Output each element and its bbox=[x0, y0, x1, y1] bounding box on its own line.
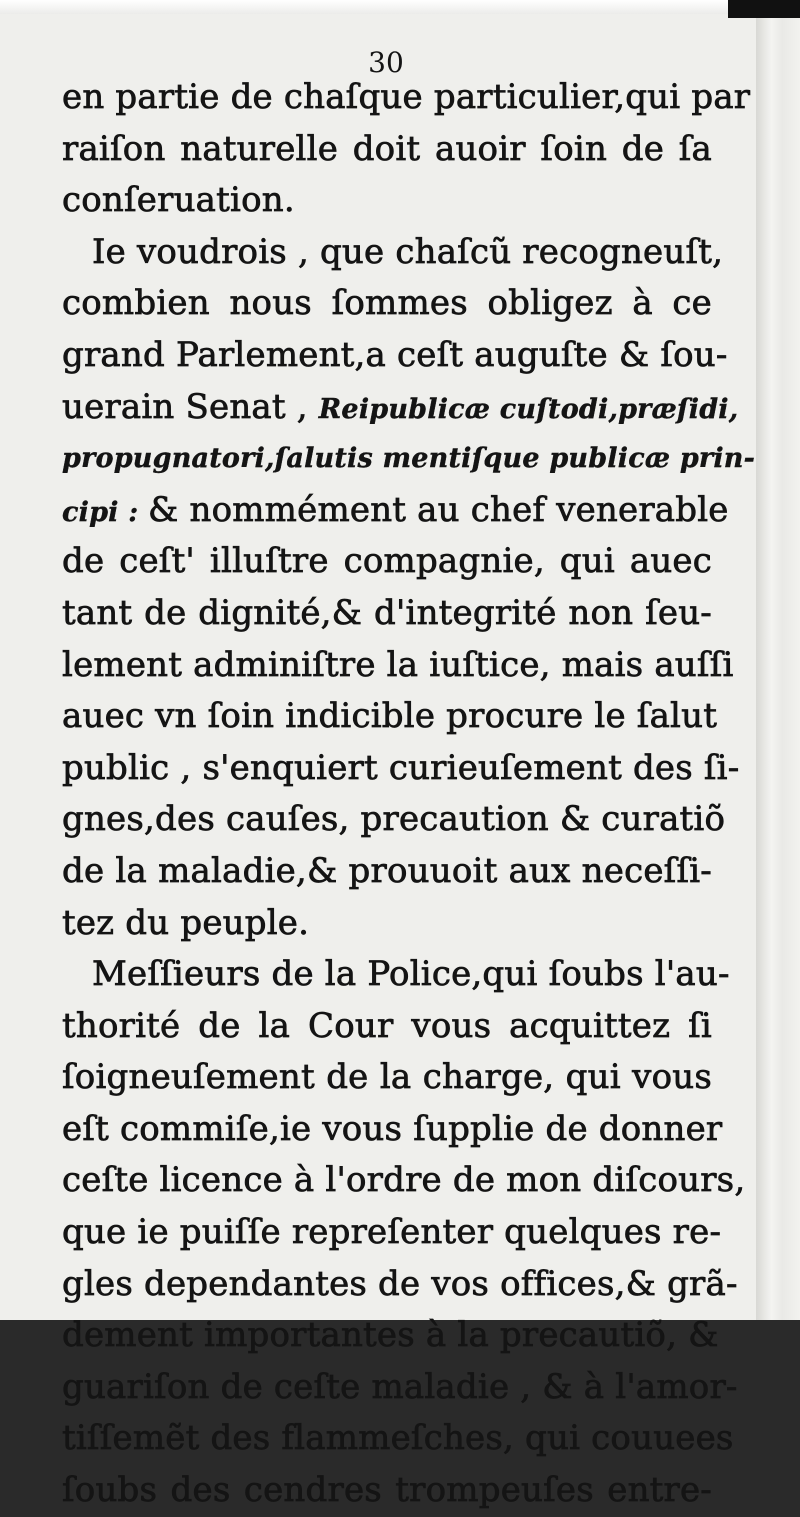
scan-corner-shadow bbox=[728, 0, 800, 18]
page-fore-edge bbox=[756, 0, 800, 1320]
text-line: Meſſieurs de la Police,qui ſoubs l'au- bbox=[92, 954, 730, 995]
text-segment: uerain Senat , bbox=[62, 386, 319, 427]
italic-latin-text: cipi : bbox=[62, 496, 148, 528]
text-line: raiſon naturelle doit auoir ſoin de ſa bbox=[62, 128, 712, 169]
text-line: combien nous ſommes obligez à ce bbox=[62, 283, 712, 324]
text-line: public , s'enquiert curieuſement des ſi- bbox=[62, 747, 740, 788]
text-line: thorité de la Cour vous acquittez ſi bbox=[62, 1005, 712, 1046]
text-line: tiſſemẽt des flammeſches, qui couuees bbox=[62, 1418, 734, 1459]
text-line bbox=[62, 485, 729, 537]
page-top-edge bbox=[0, 0, 800, 14]
text-line: Ie voudrois , que chaſcũ recogneuſt, bbox=[92, 231, 724, 272]
text-line: tant de dignité,& d'integrité non ſeu- bbox=[62, 592, 712, 633]
text-line: dement importantes à la precautiõ, & bbox=[62, 1315, 719, 1356]
text-line: lement adminiſtre la iuſtice, mais auſſi bbox=[62, 644, 734, 685]
text-line: guariſon de ceſte maladie , & à l'amor- bbox=[62, 1366, 738, 1407]
text-segment: & nommément au chef venerable bbox=[148, 489, 729, 530]
text-line: conſeruation. bbox=[62, 180, 295, 221]
text-line: ſoubs des cendres trompeuſes entre- bbox=[62, 1470, 712, 1511]
text-line: gnes,des cauſes, precaution & curatiõ bbox=[62, 799, 726, 840]
text-line: eſt commiſe,ie vous ſupplie de donner bbox=[62, 1108, 723, 1149]
text-line: en partie de chaſque particulier,qui par bbox=[62, 77, 751, 117]
body-text bbox=[62, 72, 756, 1517]
text-line: que ie puiſſe repreſenter quelques re- bbox=[62, 1212, 722, 1253]
text-line: de la maladie,& prouuoit aux neceſſi- bbox=[62, 850, 712, 891]
text-line: gles dependantes de vos offices,& grã- bbox=[62, 1263, 738, 1304]
text-line: de ceſt' illuſtre compagnie, qui auec bbox=[62, 541, 712, 582]
text-line: auec vn ſoin indicible procure le ſalut bbox=[62, 696, 718, 737]
text-line: ſoigneuſement de la charge, qui vous bbox=[62, 1057, 712, 1098]
text-line: propugnatori,ſalutis mentiſque publicæ prin- bbox=[62, 443, 756, 475]
text-line: ceſte licence à l'ordre de mon diſcours, bbox=[62, 1160, 746, 1201]
text-line: tez du peuple. bbox=[62, 902, 310, 943]
italic-latin-text: Reipublicæ cuſtodi,præſidi, bbox=[318, 393, 739, 425]
text-line: grand Parlement,a ceſt auguſte & ſou- bbox=[62, 334, 728, 375]
text-line bbox=[62, 382, 739, 434]
page-number: 30 bbox=[368, 46, 404, 79]
